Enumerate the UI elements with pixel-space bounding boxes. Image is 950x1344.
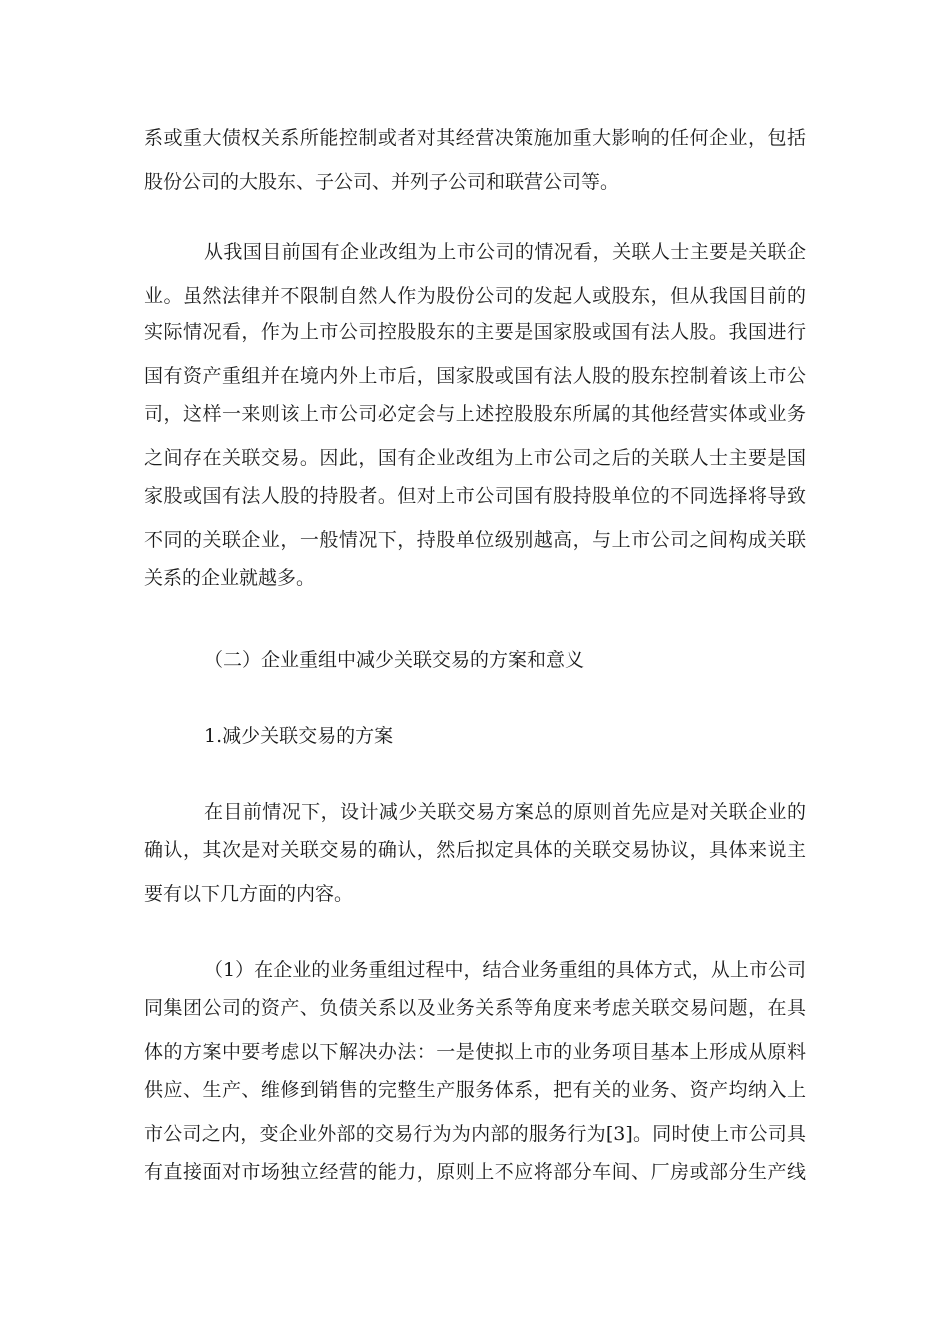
text-line: 从我国目前国有企业改组为上市公司的情况看，关联人士主要是关联企 [204,241,806,263]
text-line: 业。虽然法律并不限制自然人作为股份公司的发起人或股东，但从我国目前的 [144,285,806,307]
text-line: 实际情况看，作为上市公司控股股东的主要是国家股或国有法人股。我国进行 [144,321,806,343]
text-line: 市公司之内，变企业外部的交易行为为内部的服务行为[3]。同时使上市公司具 [144,1123,806,1145]
text-line: 体的方案中要考虑以下解决办法：一是使拟上市的业务项目基本上形成从原料 [144,1041,806,1063]
text-line: 供应、生产、维修到销售的完整生产服务体系，把有关的业务、资产均纳入上 [144,1079,806,1101]
text-line: 国有资产重组并在境内外上市后，国家股或国有法人股的股东控制着该上市公 [144,365,806,387]
text-line: 之间存在关联交易。因此，国有企业改组为上市公司之后的关联人士主要是国 [144,447,806,469]
text-line: 系或重大债权关系所能控制或者对其经营决策施加重大影响的任何企业，包括 [144,127,806,149]
text-line: 不同的关联企业，一般情况下，持股单位级别越高，与上市公司之间构成关联 [144,529,806,551]
text-line: 有直接面对市场独立经营的能力，原则上不应将部分车间、厂房或部分生产线 [144,1161,806,1183]
text-line: （1）在企业的业务重组过程中，结合业务重组的具体方式，从上市公司 [204,959,806,981]
subsection-heading: 1.减少关联交易的方案 [204,725,394,747]
text-line: 确认，其次是对关联交易的确认，然后拟定具体的关联交易协议，具体来说主 [144,839,806,861]
section-heading: （二）企业重组中减少关联交易的方案和意义 [204,649,585,671]
text-line: 司，这样一来则该上市公司必定会与上述控股股东所属的其他经营实体或业务 [144,403,806,425]
text-line: 股份公司的大股东、子公司、并列子公司和联营公司等。 [144,171,620,193]
text-line: 同集团公司的资产、负债关系以及业务关系等角度来考虑关联交易问题，在具 [144,997,806,1019]
text-line: 要有以下几方面的内容。 [144,883,354,905]
text-line: 关系的企业就越多。 [144,567,316,589]
text-line: 家股或国有法人股的持股者。但对上市公司国有股持股单位的不同选择将导致 [144,485,806,507]
text-line: 在目前情况下，设计减少关联交易方案总的原则首先应是对关联企业的 [204,801,806,823]
